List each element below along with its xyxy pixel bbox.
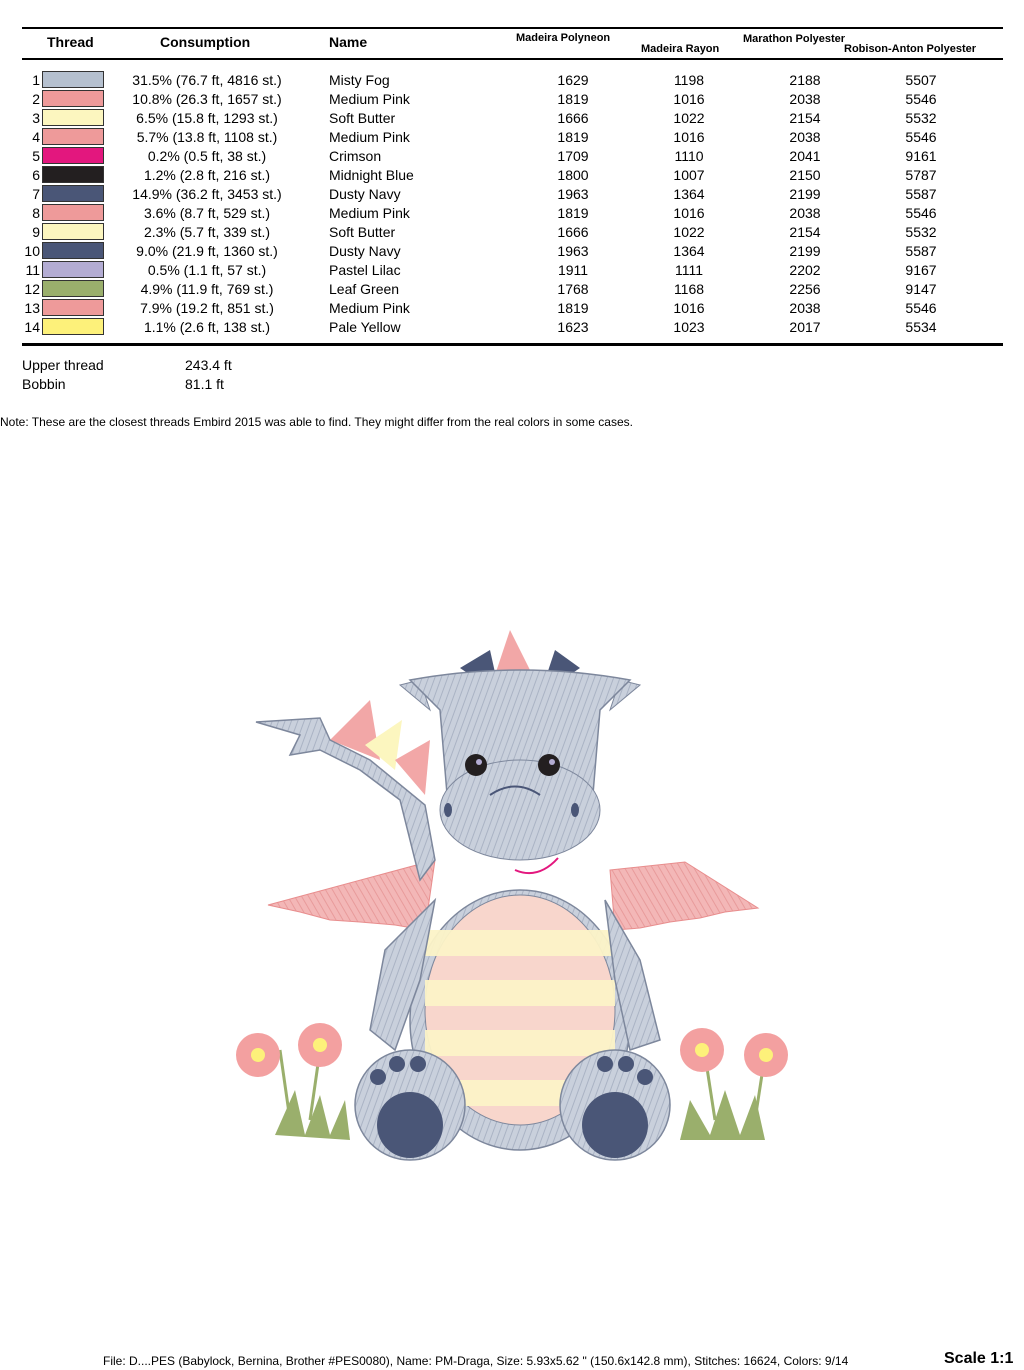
madeira-rayon-cell: 1364 (673, 243, 705, 259)
header-madeira-rayon: Madeira Rayon (641, 43, 720, 55)
upper-thread-value: 243.4 ft (185, 357, 232, 373)
robison-anton-cell: 5532 (905, 224, 937, 240)
marathon-polyester-cell: 2038 (789, 91, 821, 107)
robison-anton-cell: 5532 (905, 110, 937, 126)
marathon-polyester-cell: 2038 (789, 300, 821, 316)
table-row (0, 70, 1024, 89)
madeira-rayon-cell: 1016 (673, 91, 705, 107)
robison-anton-cell: 9161 (905, 148, 937, 164)
table-row (0, 317, 1024, 336)
thread-number: 10 (24, 243, 40, 259)
madeira-rayon-cell: 1111 (674, 262, 704, 278)
marathon-polyester-cell: 2202 (789, 262, 821, 278)
madeira-rayon-cell: 1198 (673, 72, 705, 88)
madeira-polyneon-cell: 1819 (557, 205, 589, 221)
color-swatch (42, 261, 104, 278)
consumption-cell: 5.7% (13.8 ft, 1108 st.) (136, 129, 278, 145)
header-consumption: Consumption (160, 34, 251, 50)
thread-name-cell: Soft Butter (329, 224, 396, 240)
note-text: Note: These are the closest threads Embird 2015 was able to find. They might differ from the real colors in some cases. (0, 415, 633, 429)
consumption-cell: 1.2% (2.8 ft, 216 st.) (143, 167, 271, 183)
consumption-cell: 4.9% (11.9 ft, 769 st.) (140, 281, 274, 297)
file-info-footer: File: D....PES (Babylock, Bernina, Brother #PES0080), Name: PM-Draga, Size: 5.93x5.62 " (150.6x142.8 mm), Stitches: 16624, Colors: 9/14 (103, 1354, 849, 1368)
consumption-cell: 0.5% (1.1 ft, 57 st.) (147, 262, 267, 278)
madeira-rayon-cell: 1022 (673, 110, 705, 126)
robison-anton-cell: 5546 (905, 205, 937, 221)
thread-name-cell: Medium Pink (329, 91, 410, 107)
thread-number: 6 (32, 167, 40, 183)
madeira-rayon-cell: 1023 (673, 319, 705, 335)
marathon-polyester-cell: 2017 (789, 319, 821, 335)
thread-name-cell: Midnight Blue (329, 167, 414, 183)
robison-anton-cell: 5546 (905, 129, 937, 145)
madeira-polyneon-cell: 1623 (557, 319, 589, 335)
thread-number: 2 (32, 91, 40, 107)
color-swatch (42, 90, 104, 107)
table-row (0, 184, 1024, 203)
table-row (0, 222, 1024, 241)
marathon-polyester-cell: 2041 (789, 148, 821, 164)
thread-name-cell: Dusty Navy (329, 243, 401, 259)
marathon-polyester-cell: 2188 (789, 72, 821, 88)
color-swatch (42, 280, 104, 297)
marathon-polyester-cell: 2199 (789, 186, 821, 202)
marathon-polyester-cell: 2154 (789, 224, 821, 240)
thread-name-cell: Pastel Lilac (329, 262, 401, 278)
thread-name-cell: Crimson (329, 148, 382, 164)
robison-anton-cell: 5507 (905, 72, 937, 88)
color-swatch (42, 147, 104, 164)
madeira-polyneon-cell: 1819 (557, 300, 589, 316)
thread-name-cell: Medium Pink (329, 300, 410, 316)
robison-anton-cell: 5546 (905, 91, 937, 107)
consumption-cell: 2.3% (5.7 ft, 339 st.) (143, 224, 271, 240)
madeira-rayon-cell: 1110 (674, 148, 704, 164)
marathon-polyester-cell: 2154 (789, 110, 821, 126)
madeira-polyneon-cell: 1963 (557, 243, 589, 259)
header-marathon-polyester: Marathon Polyester (743, 33, 846, 45)
consumption-cell: 0.2% (0.5 ft, 38 st.) (147, 148, 267, 164)
marathon-polyester-cell: 2256 (789, 281, 821, 297)
table-row (0, 127, 1024, 146)
thread-number: 13 (24, 300, 40, 316)
consumption-cell: 3.6% (8.7 ft, 529 st.) (143, 205, 271, 221)
marathon-polyester-cell: 2038 (789, 129, 821, 145)
thread-name-cell: Misty Fog (329, 72, 390, 88)
thread-name-cell: Medium Pink (329, 129, 410, 145)
top-rule (22, 27, 1003, 29)
table-row (0, 260, 1024, 279)
table-row (0, 279, 1024, 298)
madeira-rayon-cell: 1016 (673, 129, 705, 145)
robison-anton-cell: 5534 (905, 319, 937, 335)
header-robison-anton-polyester: Robison-Anton Polyester (844, 43, 977, 55)
marathon-polyester-cell: 2150 (789, 167, 821, 183)
table-row (0, 89, 1024, 108)
madeira-polyneon-cell: 1963 (557, 186, 589, 202)
consumption-cell: 10.8% (26.3 ft, 1657 st.) (132, 91, 282, 107)
table-row (0, 108, 1024, 127)
color-swatch (42, 204, 104, 221)
thread-name-cell: Medium Pink (329, 205, 410, 221)
thread-number: 8 (32, 205, 40, 221)
header-thread: Thread (47, 34, 94, 50)
table-row (0, 165, 1024, 184)
madeira-rayon-cell: 1364 (673, 186, 705, 202)
thread-name-cell: Dusty Navy (329, 186, 401, 202)
madeira-polyneon-cell: 1666 (557, 224, 589, 240)
thread-name-cell: Soft Butter (329, 110, 396, 126)
bobbin-label: Bobbin (22, 376, 66, 392)
color-swatch (42, 242, 104, 259)
marathon-polyester-cell: 2038 (789, 205, 821, 221)
madeira-polyneon-cell: 1819 (557, 91, 589, 107)
consumption-cell: 9.0% (21.9 ft, 1360 st.) (136, 243, 278, 259)
consumption-cell: 6.5% (15.8 ft, 1293 st.) (136, 110, 278, 126)
thread-number: 7 (32, 186, 40, 202)
madeira-rayon-cell: 1007 (673, 167, 705, 183)
marathon-polyester-cell: 2199 (789, 243, 821, 259)
robison-anton-cell: 5587 (905, 186, 937, 202)
consumption-cell: 14.9% (36.2 ft, 3453 st.) (132, 186, 282, 202)
madeira-polyneon-cell: 1768 (557, 281, 589, 297)
madeira-polyneon-cell: 1629 (557, 72, 589, 88)
table-row (0, 298, 1024, 317)
robison-anton-cell: 9147 (905, 281, 937, 297)
thread-number: 4 (32, 129, 40, 145)
bobbin-value: 81.1 ft (185, 376, 224, 392)
embroidery-preview-image (220, 600, 810, 1180)
color-swatch (42, 166, 104, 183)
upper-thread-label: Upper thread (22, 357, 104, 373)
robison-anton-cell: 5787 (905, 167, 937, 183)
consumption-cell: 1.1% (2.6 ft, 138 st.) (143, 319, 271, 335)
thread-number: 9 (32, 224, 40, 240)
madeira-rayon-cell: 1022 (673, 224, 705, 240)
header-madeira-polyneon: Madeira Polyneon (516, 32, 611, 44)
madeira-rayon-cell: 1016 (673, 300, 705, 316)
thread-name-cell: Pale Yellow (329, 319, 401, 335)
thread-number: 14 (24, 319, 40, 335)
color-swatch (42, 71, 104, 88)
madeira-polyneon-cell: 1709 (557, 148, 589, 164)
header-name: Name (329, 34, 368, 50)
thread-number: 5 (32, 148, 40, 164)
madeira-polyneon-cell: 1911 (557, 262, 589, 278)
table-row (0, 203, 1024, 222)
thread-number: 3 (32, 110, 40, 126)
header-rule (22, 58, 1003, 60)
table-row (0, 146, 1024, 165)
thread-number: 11 (25, 262, 40, 278)
madeira-rayon-cell: 1016 (673, 205, 705, 221)
madeira-polyneon-cell: 1819 (557, 129, 589, 145)
thread-number: 1 (32, 72, 40, 88)
color-swatch (42, 299, 104, 316)
color-swatch (42, 128, 104, 145)
madeira-polyneon-cell: 1666 (557, 110, 589, 126)
color-swatch (42, 318, 104, 335)
table-row (0, 241, 1024, 260)
robison-anton-cell: 9167 (905, 262, 937, 278)
robison-anton-cell: 5546 (905, 300, 937, 316)
scale-label: Scale 1:1 (944, 1350, 1014, 1367)
consumption-cell: 31.5% (76.7 ft, 4816 st.) (132, 72, 282, 88)
thread-number: 12 (24, 281, 40, 297)
thread-name-cell: Leaf Green (329, 281, 400, 297)
bottom-rule (22, 343, 1003, 346)
robison-anton-cell: 5587 (905, 243, 937, 259)
color-swatch (42, 109, 104, 126)
madeira-polyneon-cell: 1800 (557, 167, 589, 183)
color-swatch (42, 185, 104, 202)
madeira-rayon-cell: 1168 (673, 281, 705, 297)
consumption-cell: 7.9% (19.2 ft, 851 st.) (140, 300, 274, 316)
color-swatch (42, 223, 104, 240)
